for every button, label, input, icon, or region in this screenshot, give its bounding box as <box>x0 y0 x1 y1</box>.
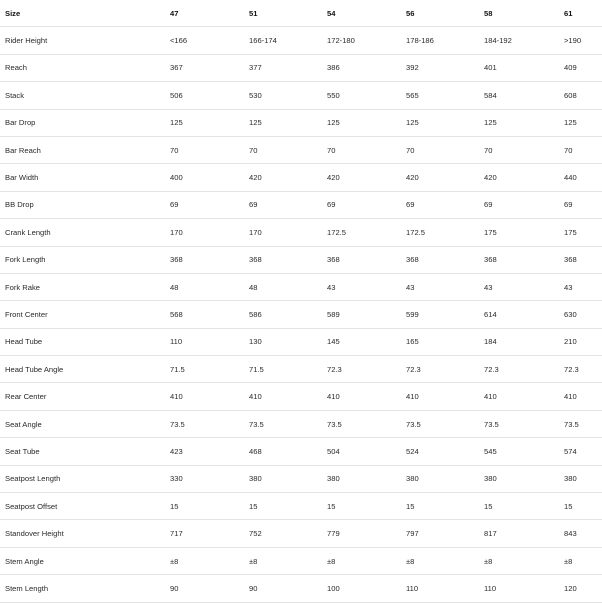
table-cell: 130 <box>244 328 322 355</box>
header-size-58: 58 <box>479 0 559 27</box>
table-cell: 120 <box>559 575 602 602</box>
table-cell: 506 <box>165 82 244 109</box>
table-cell: 100 <box>322 575 401 602</box>
table-cell: 72.3 <box>479 356 559 383</box>
table-row <box>0 191 602 218</box>
table-cell: 70 <box>322 136 401 163</box>
table-cell: 545 <box>479 438 559 465</box>
table-cell: 589 <box>322 301 401 328</box>
table-cell: 172.5 <box>322 219 401 246</box>
table-cell: 15 <box>244 493 322 520</box>
header-size-54: 54 <box>322 0 401 27</box>
table-cell: 630 <box>559 301 602 328</box>
row-label: BB Drop <box>0 191 165 218</box>
table-cell: 752 <box>244 520 322 547</box>
table-row <box>0 219 602 246</box>
table-cell: 15 <box>479 493 559 520</box>
table-cell: 380 <box>479 465 559 492</box>
table-cell: 410 <box>401 383 479 410</box>
table-cell: 125 <box>559 109 602 136</box>
table-row <box>0 54 602 81</box>
table-cell: 175 <box>559 219 602 246</box>
table-cell: 69 <box>479 191 559 218</box>
table-cell: 73.5 <box>244 410 322 437</box>
table-cell: 43 <box>479 273 559 300</box>
table-cell: 110 <box>165 328 244 355</box>
table-cell: 71.5 <box>244 356 322 383</box>
table-cell: 15 <box>559 493 602 520</box>
table-row <box>0 575 602 602</box>
table-cell: 368 <box>165 246 244 273</box>
table-cell: 599 <box>401 301 479 328</box>
table-cell: ±8 <box>401 547 479 574</box>
table-cell: 410 <box>559 383 602 410</box>
table-row <box>0 520 602 547</box>
table-cell: 110 <box>479 575 559 602</box>
table-cell: 368 <box>244 246 322 273</box>
header-size-51: 51 <box>244 0 322 27</box>
row-label: Seat Angle <box>0 410 165 437</box>
table-cell: 172-180 <box>322 27 401 54</box>
table-cell: 368 <box>401 246 479 273</box>
table-cell: 380 <box>322 465 401 492</box>
table-cell: 125 <box>479 109 559 136</box>
table-cell: 574 <box>559 438 602 465</box>
table-cell: 797 <box>401 520 479 547</box>
table-cell: 15 <box>401 493 479 520</box>
table-cell: 165 <box>401 328 479 355</box>
row-label: Seat Tube <box>0 438 165 465</box>
table-cell: 380 <box>401 465 479 492</box>
table-cell: 73.5 <box>559 410 602 437</box>
table-cell: 779 <box>322 520 401 547</box>
table-cell: 69 <box>559 191 602 218</box>
table-row <box>0 356 602 383</box>
table-row <box>0 328 602 355</box>
header-size-56: 56 <box>401 0 479 27</box>
table-cell: 367 <box>165 54 244 81</box>
table-cell: 568 <box>165 301 244 328</box>
table-cell: 170 <box>165 219 244 246</box>
table-cell: 401 <box>479 54 559 81</box>
table-cell: 584 <box>479 82 559 109</box>
table-cell: 70 <box>559 136 602 163</box>
table-cell: 565 <box>401 82 479 109</box>
table-cell: 73.5 <box>322 410 401 437</box>
header-size-47: 47 <box>165 0 244 27</box>
row-label: Stem Length <box>0 575 165 602</box>
table-cell: 817 <box>479 520 559 547</box>
row-label: Head Tube Angle <box>0 356 165 383</box>
table-cell: 550 <box>322 82 401 109</box>
table-cell: 69 <box>165 191 244 218</box>
table-cell: 69 <box>244 191 322 218</box>
table-cell: 420 <box>244 164 322 191</box>
table-cell: 72.3 <box>322 356 401 383</box>
table-cell: 410 <box>479 383 559 410</box>
table-body <box>0 27 602 602</box>
table-cell: 400 <box>165 164 244 191</box>
table-cell: 43 <box>322 273 401 300</box>
table-cell: 184-192 <box>479 27 559 54</box>
table-cell: 530 <box>244 82 322 109</box>
table-cell: 48 <box>244 273 322 300</box>
table-cell: 440 <box>559 164 602 191</box>
table-cell: 43 <box>559 273 602 300</box>
table-row <box>0 246 602 273</box>
table-cell: 380 <box>559 465 602 492</box>
table-cell: 410 <box>322 383 401 410</box>
table-cell: 524 <box>401 438 479 465</box>
table-cell: 15 <box>322 493 401 520</box>
table-cell: 608 <box>559 82 602 109</box>
table-cell: 504 <box>322 438 401 465</box>
table-cell: 70 <box>479 136 559 163</box>
table-row <box>0 383 602 410</box>
table-row <box>0 465 602 492</box>
table-cell: 423 <box>165 438 244 465</box>
table-cell: 15 <box>165 493 244 520</box>
table-cell: 125 <box>322 109 401 136</box>
table-cell: 330 <box>165 465 244 492</box>
table-cell: 210 <box>559 328 602 355</box>
table-cell: 409 <box>559 54 602 81</box>
table-cell: 70 <box>401 136 479 163</box>
table-cell: >190 <box>559 27 602 54</box>
table-cell: 468 <box>244 438 322 465</box>
table-cell: 70 <box>244 136 322 163</box>
table-cell: 178-186 <box>401 27 479 54</box>
table-cell: 166-174 <box>244 27 322 54</box>
table-cell: 392 <box>401 54 479 81</box>
table-cell: 145 <box>322 328 401 355</box>
row-label: Fork Rake <box>0 273 165 300</box>
table-cell: 125 <box>165 109 244 136</box>
table-cell: 386 <box>322 54 401 81</box>
table-cell: ±8 <box>322 547 401 574</box>
table-cell: 125 <box>401 109 479 136</box>
table-cell: 72.3 <box>401 356 479 383</box>
table-cell: 175 <box>479 219 559 246</box>
table-row <box>0 273 602 300</box>
row-label: Stem Angle <box>0 547 165 574</box>
table-cell: 843 <box>559 520 602 547</box>
row-label: Front Center <box>0 301 165 328</box>
table-row <box>0 438 602 465</box>
table-cell: 73.5 <box>401 410 479 437</box>
row-label: Crank Length <box>0 219 165 246</box>
table-row <box>0 493 602 520</box>
table-cell: 72.3 <box>559 356 602 383</box>
table-cell: 377 <box>244 54 322 81</box>
table-cell: 368 <box>322 246 401 273</box>
table-row <box>0 547 602 574</box>
row-label: Seatpost Offset <box>0 493 165 520</box>
row-label: Stack <box>0 82 165 109</box>
table-cell: 110 <box>401 575 479 602</box>
table-row <box>0 410 602 437</box>
row-label: Bar Reach <box>0 136 165 163</box>
table-cell: 71.5 <box>165 356 244 383</box>
table-cell: 69 <box>401 191 479 218</box>
row-label: Fork Length <box>0 246 165 273</box>
table-cell: 90 <box>165 575 244 602</box>
row-label: Bar Drop <box>0 109 165 136</box>
table-cell: ±8 <box>165 547 244 574</box>
header-size: Size <box>0 0 165 27</box>
table-cell: ±8 <box>479 547 559 574</box>
table-row <box>0 301 602 328</box>
table-cell: 410 <box>244 383 322 410</box>
header-size-61: 61 <box>559 0 602 27</box>
table-cell: 586 <box>244 301 322 328</box>
table-cell: 73.5 <box>165 410 244 437</box>
row-label: Rider Height <box>0 27 165 54</box>
row-label: Bar Width <box>0 164 165 191</box>
table-cell: 70 <box>165 136 244 163</box>
row-label: Reach <box>0 54 165 81</box>
table-cell: 420 <box>401 164 479 191</box>
table-cell: <166 <box>165 27 244 54</box>
table-cell: 614 <box>479 301 559 328</box>
table-cell: 717 <box>165 520 244 547</box>
table-cell: 368 <box>559 246 602 273</box>
table-row <box>0 109 602 136</box>
table-cell: 420 <box>479 164 559 191</box>
table-row <box>0 136 602 163</box>
table-cell: 43 <box>401 273 479 300</box>
row-label: Standover Height <box>0 520 165 547</box>
table-cell: 172.5 <box>401 219 479 246</box>
table-row <box>0 27 602 54</box>
table-cell: ±8 <box>559 547 602 574</box>
table-cell: 380 <box>244 465 322 492</box>
table-header-row <box>0 0 602 27</box>
table-cell: 420 <box>322 164 401 191</box>
table-row <box>0 82 602 109</box>
table-row <box>0 164 602 191</box>
row-label: Rear Center <box>0 383 165 410</box>
row-label: Head Tube <box>0 328 165 355</box>
table-cell: 410 <box>165 383 244 410</box>
row-label: Seatpost Length <box>0 465 165 492</box>
table-cell: 73.5 <box>479 410 559 437</box>
table-cell: 90 <box>244 575 322 602</box>
table-cell: 69 <box>322 191 401 218</box>
table-cell: 170 <box>244 219 322 246</box>
table-cell: 184 <box>479 328 559 355</box>
table-cell: 48 <box>165 273 244 300</box>
table-cell: 125 <box>244 109 322 136</box>
table-cell: ±8 <box>244 547 322 574</box>
table-cell: 368 <box>479 246 559 273</box>
